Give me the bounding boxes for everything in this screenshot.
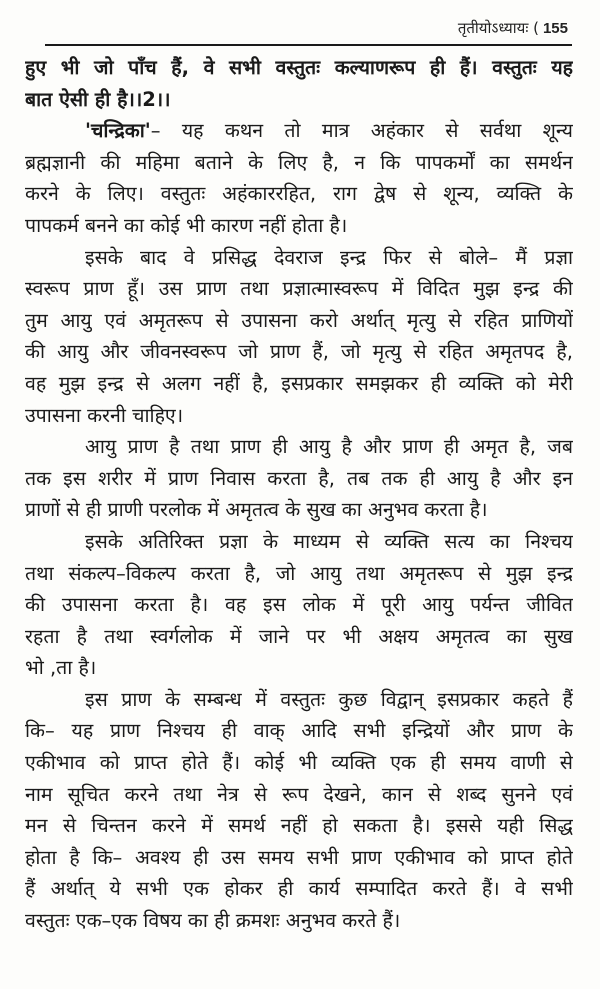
commentary-label: 'चन्द्रिका' bbox=[85, 119, 151, 143]
text-line: उपासना करनी चाहिए। bbox=[25, 403, 184, 427]
text-line: की उपासना करता है। वह इस लोक में पूरी आयु पर्यन्त जीवित bbox=[25, 593, 573, 617]
text-line: स्वरूप प्राण हूँ। उस प्राण तथा प्रज्ञात्मास्वरूप में विदित मुझ इन्द्र की bbox=[25, 277, 573, 301]
chapter-title: तृतीयोऽध्यायः ( bbox=[457, 19, 539, 37]
text-line: पापकर्म बनने का कोई भी कारण नहीं होता है। bbox=[25, 213, 348, 237]
page-number: 155 bbox=[542, 20, 568, 37]
text-line: हुए भी जो पाँच हैं, वे सभी वस्तुतः कल्याणरूप ही हैं। वस्तुतः यह bbox=[25, 56, 573, 79]
text-line: वस्तुतः एक–एक विषय का ही क्रमशः अनुभव करते हैं। bbox=[25, 909, 401, 933]
text-line: बात ऐसी ही है।।2।। bbox=[25, 87, 171, 111]
text-line: आयु प्राण है तथा प्राण ही आयु है और प्राण ही अमृत है, जब bbox=[85, 435, 573, 459]
text-line: रहता है तथा स्वर्गलोक में जाने पर भी अक्षय अमृतत्व का सुख bbox=[25, 624, 573, 648]
running-header bbox=[458, 18, 568, 38]
body-text bbox=[25, 52, 573, 937]
text-line: तुम आयु एवं अमृतरूप से उपासना करो अर्थात् मृत्यु से रहित प्राणियों bbox=[25, 308, 573, 332]
text-line: कि– यह प्राण निश्चय ही वाक् आदि सभी इन्द्रियों और प्राण के bbox=[25, 719, 573, 743]
text-line-rest: – यह कथन तो मात्र अहंकार से सर्वथा शून्य bbox=[150, 119, 573, 143]
text-line: वह मुझ इन्द्र से अलग नहीं है, इसप्रकार समझकर ही व्यक्ति को मेरी bbox=[25, 371, 573, 395]
text-line: होता है कि– अवश्य ही उस समय सभी प्राण एकीभाव को प्राप्त होते bbox=[25, 845, 573, 869]
text-line: भो ,ता है। bbox=[25, 656, 97, 680]
header-rule bbox=[45, 44, 572, 46]
text-line bbox=[25, 115, 573, 147]
text-line: की आयु और जीवनस्वरूप जो प्राण हैं, जो मृत्यु से रहित अमृतपद है, bbox=[25, 340, 573, 364]
text-line: नाम सूचित करने तथा नेत्र से रूप देखने, कान से शब्द सुनने एवं bbox=[25, 782, 573, 806]
text-line: ब्रह्मज्ञानी की महिमा बताने के लिए है, न कि पापकर्मों का समर्थन bbox=[25, 150, 573, 174]
text-line: तथा संकल्प–विकल्प करता है, जो आयु तथा अमृतरूप से मुझ इन्द्र bbox=[25, 561, 573, 585]
text-line: मन से चिन्तन करने में समर्थ नहीं हो सकता है। इससे यही सिद्ध bbox=[25, 814, 573, 838]
text-line: हैं अर्थात् ये सभी एक होकर ही कार्य सम्पादित करते हैं। वे सभी bbox=[25, 877, 573, 901]
text-line: इसके बाद वे प्रसिद्ध देवराज इन्द्र फिर से बोले– मैं प्रज्ञा bbox=[85, 245, 573, 269]
text-line: करने के लिए। वस्तुतः अहंकाररहित, राग द्वेष से शून्य, व्यक्ति के bbox=[25, 182, 573, 206]
text-line: एकीभाव को प्राप्त होते हैं। कोई भी व्यक्ति एक ही समय वाणी से bbox=[25, 751, 573, 775]
text-line: प्राणों से ही प्राणी परलोक में अमृतत्व के सुख का अनुभव करता है। bbox=[25, 498, 488, 522]
text-line: तक इस शरीर में प्राण निवास करता है, तब तक ही आयु है और इन bbox=[25, 466, 573, 490]
text-line: इसके अतिरिक्त प्रज्ञा के माध्यम से व्यक्ति सत्य का निश्चय bbox=[85, 529, 573, 553]
text-line: इस प्राण के सम्बन्ध में वस्तुतः कुछ विद्वान् इसप्रकार कहते हैं bbox=[85, 687, 573, 711]
